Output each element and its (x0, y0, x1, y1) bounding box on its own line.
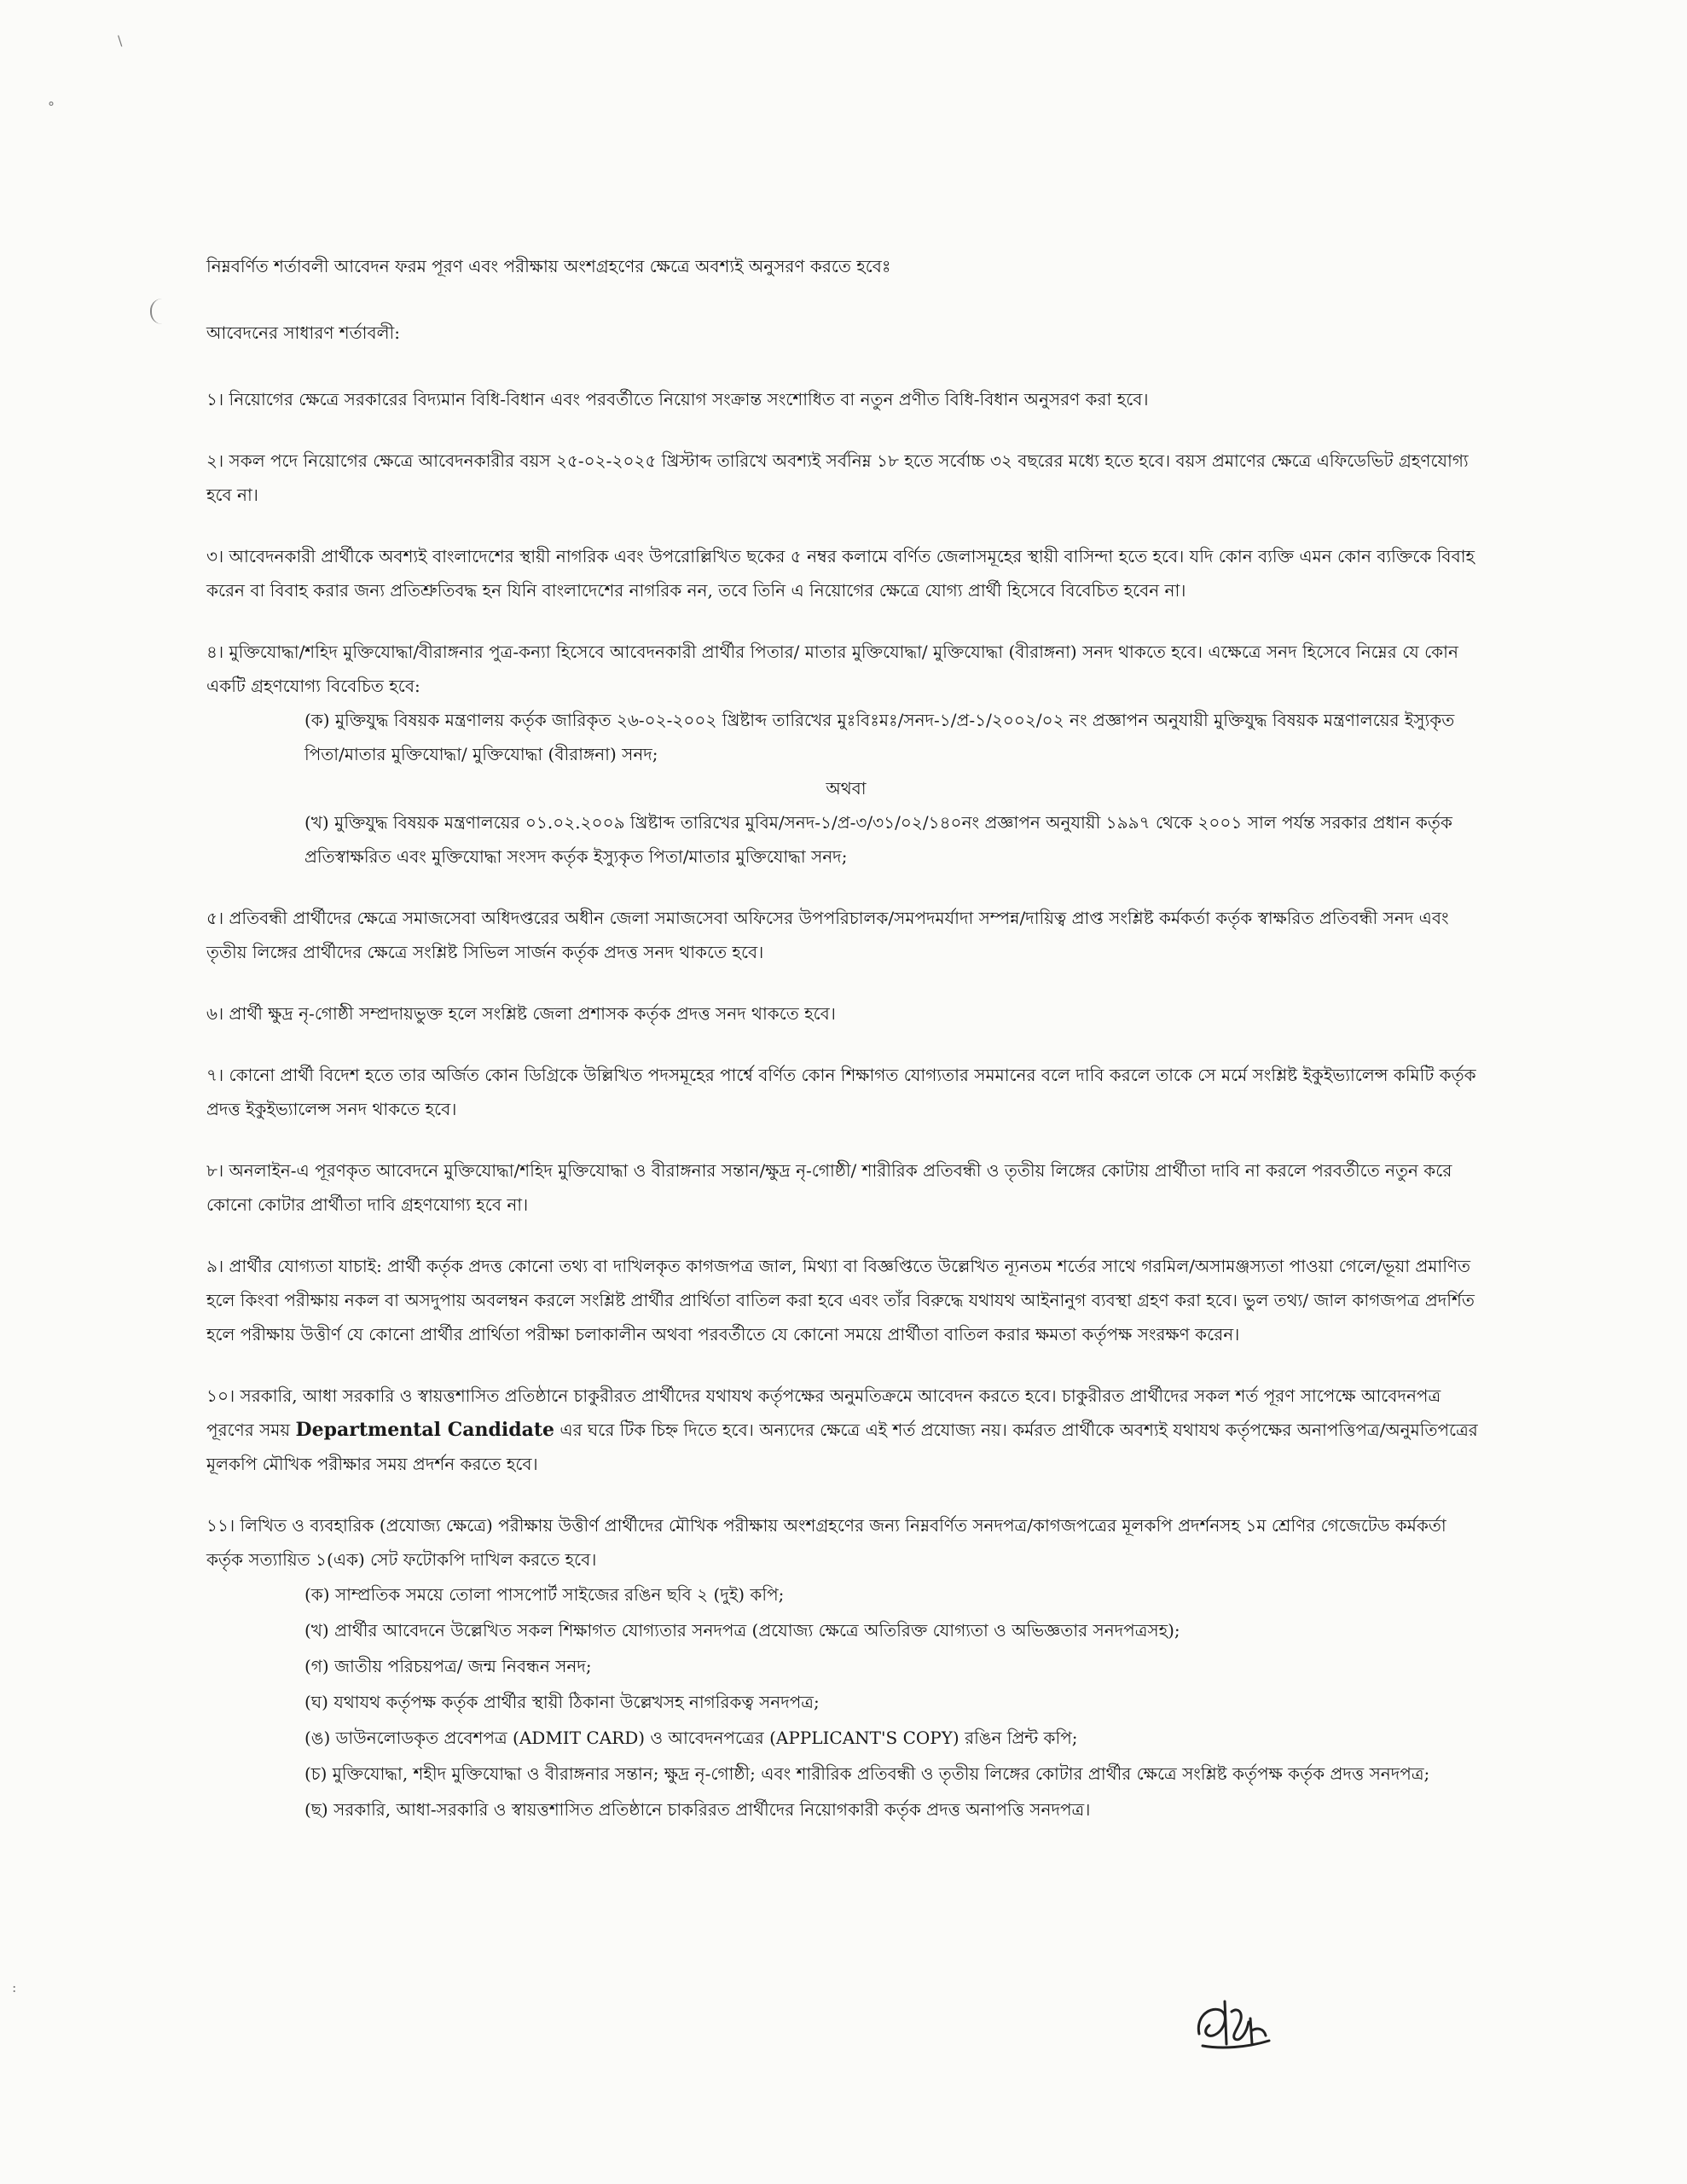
condition-10 (206, 1379, 1486, 1481)
handwritten-signature (1187, 1984, 1290, 2061)
condition-1: ১। নিয়োগের ক্ষেত্রে সরকারের বিদ্যমান বিধি-বিধান এবং পরবর্তীতে নিয়োগ সংক্রান্ত সংশোধিত বা নতুন প্রণীত বিধি-বিধান অনুসরণ করা হবে। (206, 389, 1149, 410)
condition-4-kha: (খ) মুক্তিযুদ্ধ বিষয়ক মন্ত্রণালয়ের ০১.০২.২০০৯ খ্রিষ্টাব্দ তারিখের মুবিম/সনদ-১/প্র-৩/৩১/০২/১৪০নং প্রজ্ঞাপন অনুযায়ী ১৯৯৭ থেকে ২০০১ সাল পর্যন্ত সরকার প্রধান কর্তৃক প্রতিস্বাক্ষরিত এবং মুক্তিযোদ্ধা সংসদ কর্তৃক ইস্যুকৃত পিতা/মাতার মুক্তিযোদ্ধা সনদ; (304, 812, 1452, 867)
condition-11-intro: ১১। লিখিত ও ব্যবহারিক (প্রযোজ্য ক্ষেত্রে) পরীক্ষায় উত্তীর্ণ প্রার্থীদের মৌখিক পরীক্ষায় অংশগ্রহণের জন্য নিম্নবর্ণিত সনদপত্র/কাগজপত্রের মূলকপি প্রদর্শনসহ ১ম শ্রেণির গেজেটেড কর্মকর্তা কর্তৃক সত্যায়িত ১(এক) সেট ফটোকপি দাখিল করতে হবে। (206, 1515, 1446, 1570)
condition-10-part-b: এর ঘরে টিক চিহ্ন দিতে হবে। অন্যদের ক্ষেত্রে এই শর্ত প্রযোজ্য নয়। কর্মরত প্রার্থীকে অবশ্যই যথাযথ কর্তৃপক্ষের অনাপত্তিপত্র/অনুমতিপত্রের মূলকপি মৌখিক পরীক্ষার সময় প্রদর্শন করতে হবে। (206, 1420, 1478, 1474)
general-conditions-title: আবেদনের সাধারণ শর্তাবলী: (206, 322, 400, 343)
list-item: (ঙ) ডাউনলোডকৃত প্রবেশপত্র (ADMIT CARD) ও আবেদনপত্রের (APPLICANT'S COPY) রঙিন প্রিন্ট কপি; (304, 1728, 1078, 1748)
condition-7: ৭। কোনো প্রার্থী বিদেশ হতে তার অর্জিত কোন ডিগ্রিকে উল্লিখিত পদসমূহের পার্শ্বে বর্ণিত কোন শিক্ষাগত যোগ্যতার সমমানের বলে দাবি করলে তাকে সে মর্মে সংশ্লিষ্ট ইকুইভ্যালেন্স কমিটি কর্তৃক প্রদত্ত ইকুইভ্যালেন্স সনদ থাকতে হবে। (206, 1065, 1476, 1119)
scan-speck: ° (48, 99, 55, 115)
condition-4 (206, 635, 1486, 874)
condition-9: ৯। প্রার্থীর যোগ্যতা যাচাই: প্রার্থী কর্তৃক প্রদত্ত কোনো তথ্য বা দাখিলকৃত কাগজপত্র জাল, মিথ্যা বা বিজ্ঞপ্তিতে উল্লেখিত ন্যূনতম শর্তের সাথে গরমিল/অসামঞ্জস্যতা পাওয়া গেলে/ভূয়া প্রমাণিত হলে কিংবা পরীক্ষায় নকল বা অসদুপায় অবলম্বন করলে সংশ্লিষ্ট প্রার্থীর প্রার্থিতা বাতিল করা হবে এবং তাঁর বিরুদ্ধে যথাযথ আইনানুগ ব্যবস্থা গ্রহণ করা হবে। ভুল তথ্য/ জাল কাগজপত্র প্রদর্শিত হলে পরীক্ষায় উত্তীর্ণ যে কোনো প্রার্থীর প্রার্থিতা পরীক্ষা চলাকালীন অথবা পরবর্তীতে যে কোনো সময়ে প্রার্থীতা বাতিল করার ক্ষমতা কর্তৃপক্ষ সংরক্ষণ করেন। (206, 1256, 1475, 1345)
instructions-heading: নিম্নবর্ণিত শর্তাবলী আবেদন ফরম পূরণ এবং পরীক্ষায় অংশগ্রহণের ক্ষেত্রে অবশ্যই অনুসরণ করতে হবেঃ (206, 256, 891, 276)
condition-10-part-a: ১০। সরকারি, আধা সরকারি ও স্বায়ত্তশাসিত প্রতিষ্ঠানে চাকুরীরত প্রার্থীদের যথাযথ কর্তৃপক্ষের অনুমতিক্রমে আবেদন করতে হবে। চাকুরীরত প্রার্থীদের সকল শর্ত পূরণ সাপেক্ষে আবেদনপত্র পূরণের সময় (206, 1385, 1441, 1440)
scan-speck: : (12, 1979, 17, 1995)
scan-mark (150, 299, 167, 324)
condition-11 (206, 1508, 1486, 1827)
list-item: (ছ) সরকারি, আধা-সরকারি ও স্বায়ত্তশাসিত প্রতিষ্ঠানে চাকরিরত প্রার্থীদের নিয়োগকারী কর্তৃক প্রদত্ত অনাপত্তি সনদপত্র। (304, 1799, 1091, 1820)
departmental-candidate-label: Departmental Candidate (295, 1419, 554, 1441)
list-item: (ঘ) যথাযথ কর্তৃপক্ষ কর্তৃক প্রার্থীর স্থায়ী ঠিকানা উল্লেখসহ নাগরিকত্ব সনদপত্র; (304, 1692, 820, 1712)
condition-4-intro: ৪। মুক্তিযোদ্ধা/শহিদ মুক্তিযোদ্ধা/বীরাঙ্গনার পুত্র-কন্যা হিসেবে আবেদনকারী প্রার্থীর পিতার/ মাতার মুক্তিযোদ্ধা/ মুক্তিযোদ্ধা (বীরাঙ্গনা) সনদ থাকতে হবে। এক্ষেত্রে সনদ হিসেবে নিম্নের যে কোন একটি গ্রহণযোগ্য বিবেচিত হবে: (206, 642, 1458, 696)
scan-speck: \ (118, 32, 123, 49)
condition-2: ২। সকল পদে নিয়োগের ক্ষেত্রে আবেদনকারীর বয়স ২৫-০২-২০২৫ খ্রিস্টাব্দ তারিখে অবশ্যই সর্বনিম্ন ১৮ হতে সর্বোচ্চ ৩২ বছরের মধ্যে হতে হবে। বয়স প্রমাণের ক্ষেত্রে এফিডেভিট গ্রহণযোগ্য হবে না। (206, 450, 1469, 505)
condition-5: ৫। প্রতিবন্ধী প্রার্থীদের ক্ষেত্রে সমাজসেবা অধিদপ্তরের অধীন জেলা সমাজসেবা অফিসের উপপরিচালক/সমপদমর্যাদা সম্পন্ন/দায়িত্ব প্রাপ্ত সংশ্লিষ্ট কর্মকর্তা কর্তৃক স্বাক্ষরিত প্রতিবন্ধী সনদ এবং তৃতীয় লিঙ্গের প্রার্থীদের ক্ষেত্রে সংশ্লিষ্ট সিভিল সার্জন কর্তৃক প্রদত্ত সনদ থাকতে হবে। (206, 908, 1449, 962)
condition-4-ka: (ক) মুক্তিযুদ্ধ বিষয়ক মন্ত্রণালয় কর্তৃক জারিকৃত ২৬-০২-২০০২ খ্রিষ্টাব্দ তারিখের মুঃবিঃমঃ/সনদ-১/প্র-১/২০০২/০২ নং প্রজ্ঞাপন অনুযায়ী মুক্তিযুদ্ধ বিষয়ক মন্ত্রণালয়ের ইস্যুকৃত পিতা/মাতার মুক্তিযোদ্ধা/ মুক্তিযোদ্ধা (বীরাঙ্গনা) সনদ; (304, 710, 1455, 764)
list-item: (গ) জাতীয় পরিচয়পত্র/ জন্ম নিবন্ধন সনদ; (304, 1656, 592, 1676)
list-item: (চ) মুক্তিযোদ্ধা, শহীদ মুক্তিযোদ্ধা ও বীরাঙ্গনার সন্তান; ক্ষুদ্র নৃ-গোষ্ঠী; এবং শারীরিক প্রতিবন্ধী ও তৃতীয় লিঙ্গের কোটার প্রার্থীর ক্ষেত্রে সংশ্লিষ্ট কর্তৃপক্ষ কর্তৃক প্রদত্ত সনদপত্র; (304, 1763, 1430, 1784)
condition-3: ৩। আবেদনকারী প্রার্থীকে অবশ্যই বাংলাদেশের স্থায়ী নাগরিক এবং উপরোল্লিখিত ছকের ৫ নম্বর কলামে বর্ণিত জেলাসমূহের স্থায়ী বাসিন্দা হতে হবে। যদি কোন ব্যক্তি এমন কোন ব্যক্তিকে বিবাহ করেন বা বিবাহ করার জন্য প্রতিশ্রুতিবদ্ধ হন যিনি বাংলাদেশের নাগরিক নন, তবে তিনি এ নিয়োগের ক্ষেত্রে যোগ্য প্রার্থী হিসেবে বিবেচিত হবেন না। (206, 546, 1475, 601)
list-item: (খ) প্রার্থীর আবেদনে উল্লেখিত সকল শিক্ষাগত যোগ্যতার সনদপত্র (প্রযোজ্য ক্ষেত্রে অতিরিক্ত যোগ্যতা ও অভিজ্ঞতার সনদপত্রসহ); (304, 1620, 1180, 1641)
condition-8: ৮। অনলাইন-এ পূরণকৃত আবেদনে মুক্তিযোদ্ধা/শহিদ মুক্তিযোদ্ধা ও বীরাঙ্গনার সন্তান/ক্ষুদ্র নৃ-গোষ্ঠী/ শারীরিক প্রতিবন্ধী ও তৃতীয় লিঙ্গের কোটায় প্রার্থীতা দাবি না করলে পরবর্তীতে নতুন করে কোনো কোটার প্রার্থীতা দাবি গ্রহণযোগ্য হবে না। (206, 1160, 1452, 1215)
document-body (206, 249, 1486, 1827)
required-documents-list (206, 1577, 1486, 1827)
condition-6: ৬। প্রার্থী ক্ষুদ্র নৃ-গোষ্ঠী সম্প্রদায়ভুক্ত হলে সংশ্লিষ্ট জেলা প্রশাসক কর্তৃক প্রদত্ত সনদ থাকতে হবে। (206, 1003, 836, 1024)
condition-4-or: অথবা (826, 778, 867, 799)
list-item: (ক) সাম্প্রতিক সময়ে তোলা পাসপোর্ট সাইজের রঙিন ছবি ২ (দুই) কপি; (304, 1584, 785, 1605)
